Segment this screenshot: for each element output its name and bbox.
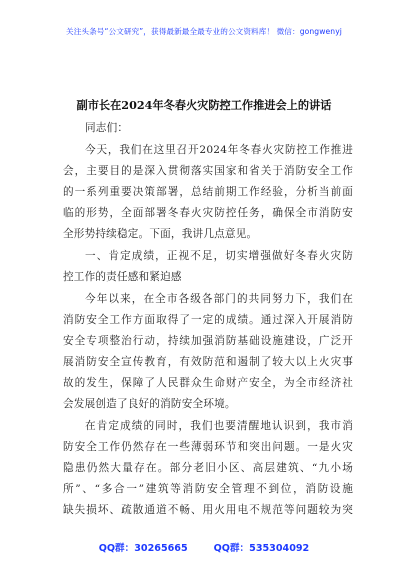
document-title: 副市长在2024年冬春火灾防控工作推进会上的讲话 <box>76 98 332 112</box>
paragraph-line: 全形势持续稳定。下面，我讲几点意见。 <box>63 228 258 240</box>
paragraph-line: 临的形势，全面部署冬春火灾防控任务，确保全市消防安 <box>63 207 353 219</box>
footer-contact <box>0 540 408 554</box>
section-heading-line: 控工作的责任感和紧迫感 <box>63 271 182 283</box>
paragraph-line: 缺失损坏、疏散通道不畅、用火用电不规范等问题较为突 <box>63 504 353 516</box>
paragraph-line: 今天，我们在这里召开2024年冬春火灾防控工作推进 <box>85 144 353 156</box>
section-heading-line: 一、肯定成绩，正视不足，切实增强做好冬春火灾防 <box>85 250 353 262</box>
paragraph-line: 隐患仍然大量存在。部分老旧小区、高层建筑、“九小场 <box>63 462 353 474</box>
paragraph-line: 所”、“多合一”建筑等消防安全管理不到位，消防设施 <box>63 483 353 495</box>
paragraph-line: 今年以来，在全市各级各部门的共同努力下，我们在 <box>85 293 353 305</box>
paragraph-line: 故的发生，保障了人民群众生命财产安全，为全市经济社 <box>63 377 353 389</box>
paragraph-line: 消防安全工作方面取得了一定的成绩。通过深入开展消防 <box>63 314 353 326</box>
paragraph-line: 防安全工作仍然存在一些薄弱环节和突出问题。一是火灾 <box>63 441 353 453</box>
paragraph-line: 会，主要目的是深入贯彻落实国家和省关于消防安全工作 <box>63 165 353 177</box>
paragraph-line: 在肯定成绩的同时，我们也要清醒地认识到，我市消 <box>85 420 353 432</box>
qq-group-1: QQ群：30265665 <box>98 543 188 554</box>
paragraph-line: 安全专项整治行动，持续加强消防基础设施建设，广泛开 <box>63 335 353 347</box>
qq-group-2: QQ群：535304092 <box>213 543 310 554</box>
paragraph-line: 的一系列重要决策部署，总结前期工作经验，分析当前面 <box>63 186 353 198</box>
paragraph-line: 展消防安全宣传教育，有效防范和遏制了较大以上火灾事 <box>63 356 353 368</box>
salutation-line: 同志们： <box>85 122 129 134</box>
paragraph-line: 会发展创造了良好的消防安全环境。 <box>63 398 236 410</box>
header-banner: 关注头条号“公文研究”，获得最新最全最专业的公文资料库！ 微信：gongwenyj <box>66 27 342 36</box>
